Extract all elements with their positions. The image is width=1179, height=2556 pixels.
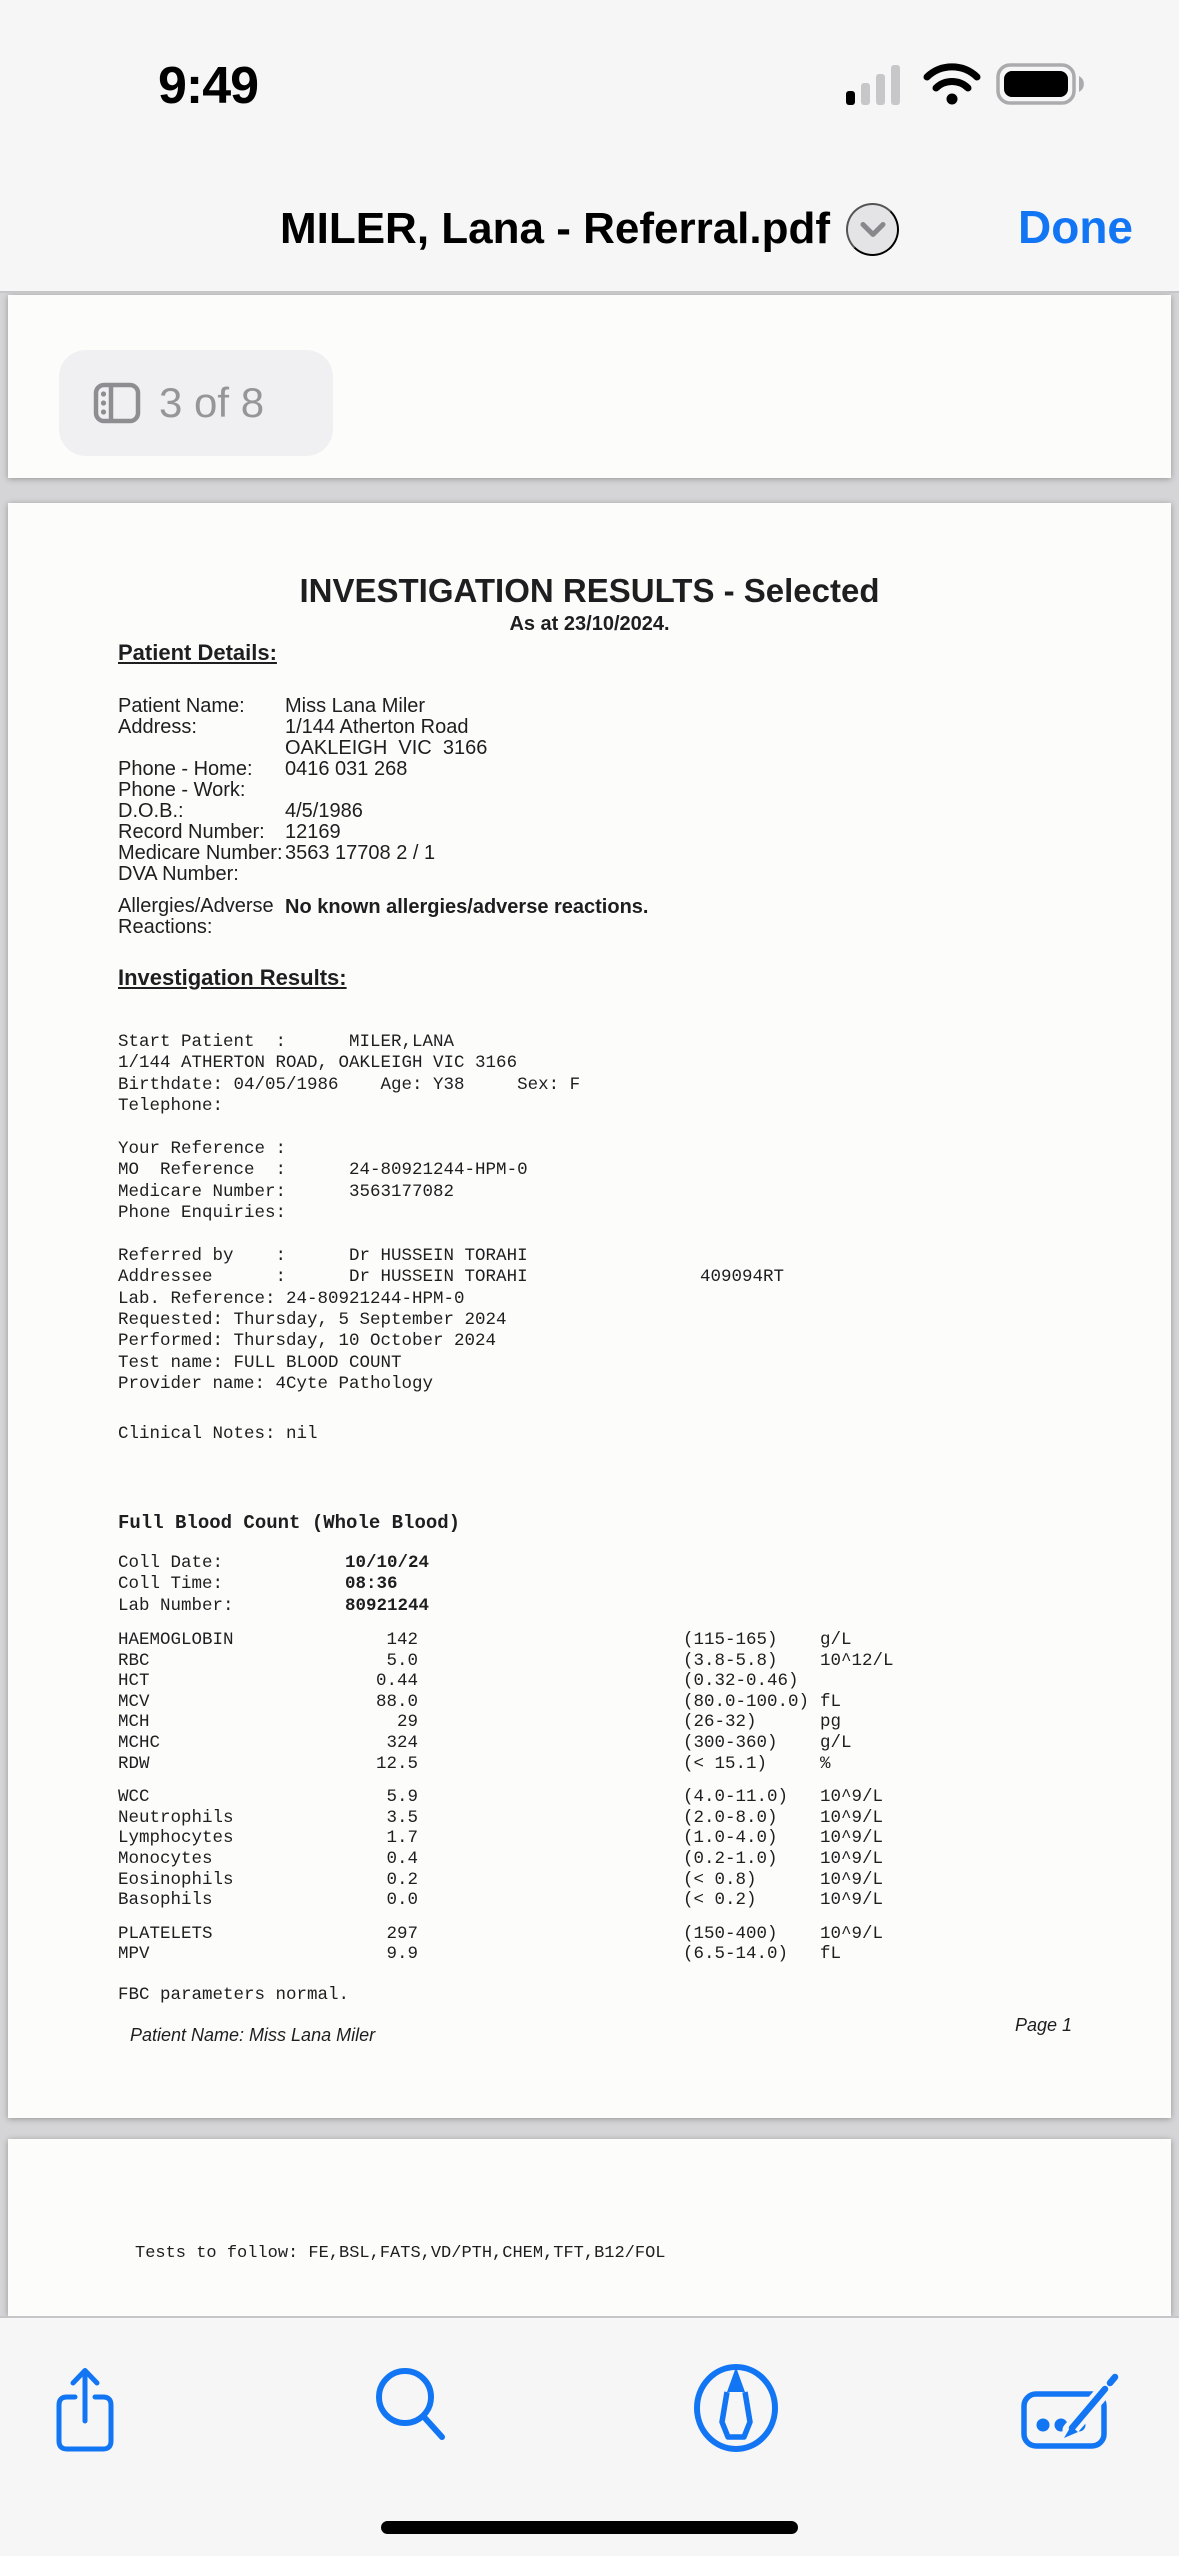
fbc-test-name: HCT bbox=[118, 1671, 150, 1692]
table-row bbox=[8, 1890, 1171, 1911]
fbc-test-range: (115-165) bbox=[683, 1630, 778, 1650]
top-chrome bbox=[0, 0, 1179, 293]
fbc-meta-row bbox=[118, 1553, 430, 1574]
fbc-heading: Full Blood Count (Whole Blood) bbox=[118, 1512, 461, 1534]
done-button[interactable]: Done bbox=[1018, 201, 1133, 253]
table-row bbox=[8, 1787, 1171, 1808]
battery-icon bbox=[996, 62, 1088, 106]
table-row bbox=[8, 1671, 1171, 1692]
fbc-test-range: (300-360) bbox=[683, 1732, 778, 1753]
fbc-test-unit: g/L bbox=[820, 1732, 852, 1753]
markup-button[interactable] bbox=[692, 2358, 780, 2455]
allergies-block bbox=[118, 896, 1018, 938]
report-line: Telephone: bbox=[118, 1096, 224, 1117]
sidebar-icon bbox=[93, 382, 141, 424]
fbc-test-unit: g/L bbox=[820, 1630, 852, 1650]
report-line: 1/144 ATHERTON ROAD, OAKLEIGH VIC 3166 bbox=[118, 1053, 518, 1074]
fbc-test-range: (2.0-8.0) bbox=[683, 1807, 778, 1828]
fbc-group bbox=[8, 1630, 1171, 1774]
fbc-meta-row bbox=[118, 1595, 430, 1617]
fbc-test-unit: 10^9/L bbox=[820, 1923, 884, 1944]
investigation-results-heading: Investigation Results: bbox=[118, 965, 347, 990]
search-button[interactable] bbox=[373, 2365, 449, 2446]
fbc-group bbox=[8, 1924, 1171, 1965]
patient-detail-label: D.O.B.: bbox=[118, 800, 184, 822]
wifi-icon bbox=[922, 62, 982, 106]
fbc-test-range: (80.0-100.0) bbox=[683, 1691, 810, 1712]
fbc-meta-value: 80921244 bbox=[345, 1595, 430, 1616]
patient-detail-label: Medicare Number: bbox=[118, 842, 283, 864]
report-line: Test name: FULL BLOOD COUNT bbox=[118, 1352, 402, 1373]
patient-detail-row bbox=[118, 863, 1018, 884]
patient-detail-row bbox=[118, 695, 1018, 716]
fbc-test-value: 9.9 bbox=[386, 1944, 418, 1965]
pdf-page-previous bbox=[8, 295, 1171, 478]
chevron-down-icon bbox=[860, 221, 886, 238]
patient-detail-row bbox=[118, 842, 1018, 863]
fbc-comment: FBC parameters normal. bbox=[118, 1985, 350, 2005]
fbc-test-value: 5.9 bbox=[386, 1787, 418, 1808]
nav-title-row bbox=[0, 196, 1179, 262]
table-row bbox=[8, 1754, 1171, 1775]
table-row bbox=[8, 1849, 1171, 1870]
report-line: Birthdate: 04/05/1986 Age: Y38 Sex: F bbox=[118, 1074, 581, 1095]
patient-detail-label: Phone - Home: bbox=[118, 758, 253, 780]
report-line: Your Reference : bbox=[118, 1138, 287, 1159]
fbc-test-value: 5.0 bbox=[386, 1650, 418, 1671]
fbc-test-range: (26-32) bbox=[683, 1712, 757, 1733]
fbc-meta-label: Coll Date: bbox=[118, 1553, 224, 1573]
patient-detail-value: 12169 bbox=[285, 821, 341, 843]
patient-detail-row bbox=[118, 737, 1018, 758]
patient-detail-row bbox=[118, 758, 1018, 779]
fbc-test-name: WCC bbox=[118, 1787, 150, 1808]
report-title: INVESTIGATION RESULTS - Selected bbox=[299, 572, 880, 609]
report-line: Lab. Reference: 24-80921244-HPM-0 bbox=[118, 1288, 465, 1309]
bottom-toolbar bbox=[0, 2316, 1179, 2556]
patient-detail-label: Phone - Work: bbox=[118, 779, 246, 801]
report-line: Requested: Thursday, 5 September 2024 bbox=[118, 1310, 507, 1331]
table-row bbox=[8, 1870, 1171, 1891]
fbc-test-value: 1.7 bbox=[386, 1828, 418, 1849]
fbc-test-unit: % bbox=[820, 1753, 831, 1774]
search-icon bbox=[373, 2365, 449, 2443]
page-indicator-label: 3 of 8 bbox=[159, 379, 265, 426]
patient-details-heading: Patient Details: bbox=[118, 640, 277, 665]
report-line: Referred by : Dr HUSSEIN TORAHI bbox=[118, 1245, 528, 1266]
patient-detail-value: 3563 17708 2 / 1 bbox=[285, 842, 436, 864]
report-side-reference: 409094RT bbox=[700, 1267, 785, 1287]
table-row bbox=[8, 1630, 1171, 1651]
fbc-results-table bbox=[8, 1630, 1171, 1978]
fbc-test-unit: 10^9/L bbox=[820, 1890, 884, 1911]
allergies-value: No known allergies/adverse reactions. bbox=[285, 896, 649, 918]
markup-pen-icon bbox=[692, 2358, 780, 2452]
fbc-test-value: 3.5 bbox=[386, 1807, 418, 1828]
fbc-test-unit: 10^9/L bbox=[820, 1807, 884, 1828]
fbc-test-unit: 10^9/L bbox=[820, 1787, 884, 1808]
title-menu-button[interactable] bbox=[846, 203, 899, 256]
clinical-notes: Clinical Notes: nil bbox=[118, 1424, 318, 1444]
fbc-test-unit: fL bbox=[820, 1944, 842, 1965]
document-filename: MILER, Lana - Referral.pdf bbox=[279, 204, 831, 253]
fbc-test-value: 0.0 bbox=[386, 1890, 418, 1911]
fbc-test-value: 0.4 bbox=[386, 1848, 418, 1869]
pdf-page-next bbox=[8, 2139, 1171, 2316]
patient-detail-label: DVA Number: bbox=[118, 863, 239, 885]
table-row bbox=[8, 1828, 1171, 1849]
fbc-test-unit: 10^12/L bbox=[820, 1650, 894, 1671]
home-indicator[interactable] bbox=[381, 2521, 798, 2534]
patient-detail-value: 0416 031 268 bbox=[285, 758, 408, 780]
fbc-test-range: (0.2-1.0) bbox=[683, 1848, 778, 1869]
report-header-lines bbox=[118, 1032, 580, 1396]
table-row bbox=[8, 1692, 1171, 1713]
patient-detail-label: Patient Name: bbox=[118, 695, 245, 717]
fbc-test-unit: 10^9/L bbox=[820, 1848, 884, 1869]
table-row bbox=[8, 1944, 1171, 1965]
fbc-test-value: 88.0 bbox=[375, 1691, 418, 1712]
pdf-page-current bbox=[8, 503, 1171, 2118]
allergies-label: Allergies/Adverse Reactions: bbox=[118, 895, 274, 938]
report-line: Performed: Thursday, 10 October 2024 bbox=[118, 1331, 497, 1352]
share-button[interactable] bbox=[54, 2365, 116, 2456]
fbc-meta-value: 08:36 bbox=[345, 1574, 398, 1595]
report-line: MO Reference : 24-80921244-HPM-0 bbox=[118, 1160, 528, 1181]
fbc-test-value: 12.5 bbox=[375, 1753, 418, 1774]
cellular-signal-icon bbox=[846, 64, 906, 106]
fbc-test-unit: 10^9/L bbox=[820, 1869, 884, 1890]
patient-detail-label: Address: bbox=[118, 716, 197, 738]
fbc-test-range: (4.0-11.0) bbox=[683, 1787, 789, 1808]
patient-detail-row bbox=[118, 800, 1018, 821]
fbc-test-value: 297 bbox=[386, 1923, 418, 1944]
fbc-test-unit: pg bbox=[820, 1712, 842, 1733]
report-subtitle: As at 23/10/2024. bbox=[509, 613, 670, 635]
patient-detail-value: OAKLEIGH VIC 3166 bbox=[285, 737, 488, 759]
report-line: Medicare Number: 3563177082 bbox=[118, 1181, 455, 1202]
table-row bbox=[8, 1651, 1171, 1672]
fbc-test-range: (3.8-5.8) bbox=[683, 1650, 778, 1671]
fbc-test-name: Neutrophils bbox=[118, 1807, 234, 1828]
table-row bbox=[8, 1808, 1171, 1829]
patient-detail-value: Miss Lana Miler bbox=[285, 695, 426, 717]
report-line bbox=[118, 1118, 580, 1139]
fbc-test-name: Basophils bbox=[118, 1890, 213, 1911]
table-row bbox=[8, 1712, 1171, 1733]
patient-detail-value: 1/144 Atherton Road bbox=[285, 716, 469, 738]
fbc-test-name: MCH bbox=[118, 1712, 150, 1733]
report-line: Addressee : Dr HUSSEIN TORAHI bbox=[118, 1267, 528, 1288]
fbc-test-range: (6.5-14.0) bbox=[683, 1944, 789, 1965]
table-row bbox=[8, 1924, 1171, 1945]
fbc-test-name: MCV bbox=[118, 1691, 150, 1712]
fbc-meta-row bbox=[118, 1574, 398, 1595]
fbc-meta-rows bbox=[118, 1553, 430, 1617]
patient-detail-row bbox=[118, 821, 1018, 842]
page-footer-page-number: Page 1 bbox=[1015, 2015, 1073, 2035]
fbc-test-range: (< 0.8) bbox=[683, 1869, 757, 1890]
report-line bbox=[118, 1225, 580, 1246]
fbc-test-name: Monocytes bbox=[118, 1848, 213, 1869]
fbc-test-name: MCHC bbox=[118, 1732, 161, 1753]
fbc-test-range: (150-400) bbox=[683, 1923, 778, 1944]
patient-detail-value: 4/5/1986 bbox=[285, 800, 363, 822]
fbc-group bbox=[8, 1787, 1171, 1911]
patient-detail-row bbox=[118, 779, 1018, 800]
status-time: 9:49 bbox=[158, 57, 259, 115]
fbc-test-name: HAEMOGLOBIN bbox=[118, 1630, 234, 1650]
fbc-meta-value: 10/10/24 bbox=[345, 1553, 430, 1573]
fbc-test-value: 324 bbox=[386, 1732, 418, 1753]
patient-details-rows bbox=[118, 695, 1018, 884]
signature-form-icon bbox=[1020, 2368, 1120, 2452]
fbc-test-name: RDW bbox=[118, 1753, 150, 1774]
share-icon bbox=[54, 2365, 116, 2453]
page-footer-patient-name: Patient Name: Miss Lana Miler bbox=[130, 2025, 376, 2045]
fbc-test-name: PLATELETS bbox=[118, 1923, 213, 1944]
fbc-test-name: Lymphocytes bbox=[118, 1828, 234, 1849]
table-row bbox=[8, 1733, 1171, 1754]
page-indicator-button[interactable] bbox=[59, 350, 333, 456]
fbc-test-value: 29 bbox=[396, 1712, 418, 1733]
report-line: Phone Enquiries: bbox=[118, 1203, 287, 1224]
fbc-test-unit: fL bbox=[820, 1691, 842, 1712]
patient-detail-label: Record Number: bbox=[118, 821, 265, 843]
fbc-test-range: (1.0-4.0) bbox=[683, 1828, 778, 1849]
report-line: Start Patient : MILER,LANA bbox=[118, 1032, 455, 1052]
fbc-test-name: RBC bbox=[118, 1650, 150, 1671]
fbc-test-value: 0.2 bbox=[386, 1869, 418, 1890]
fbc-test-name: Eosinophils bbox=[118, 1869, 234, 1890]
report-line: Provider name: 4Cyte Pathology bbox=[118, 1374, 434, 1395]
fbc-test-range: (< 15.1) bbox=[683, 1753, 768, 1774]
fbc-test-value: 142 bbox=[386, 1630, 418, 1650]
tests-to-follow-line: Tests to follow: FE,BSL,FATS,VD/PTH,CHEM,TFT,B12/FOL bbox=[135, 2244, 666, 2263]
fbc-meta-label: Coll Time: bbox=[118, 1574, 224, 1595]
fbc-test-name: MPV bbox=[118, 1944, 150, 1965]
patient-detail-row bbox=[118, 716, 1018, 737]
fbc-test-range: (0.32-0.46) bbox=[683, 1671, 799, 1692]
fbc-meta-label: Lab Number: bbox=[118, 1595, 234, 1616]
signature-button[interactable] bbox=[1020, 2368, 1120, 2455]
fbc-test-unit: 10^9/L bbox=[820, 1828, 884, 1849]
fbc-test-value: 0.44 bbox=[375, 1671, 418, 1692]
fbc-test-range: (< 0.2) bbox=[683, 1890, 757, 1911]
